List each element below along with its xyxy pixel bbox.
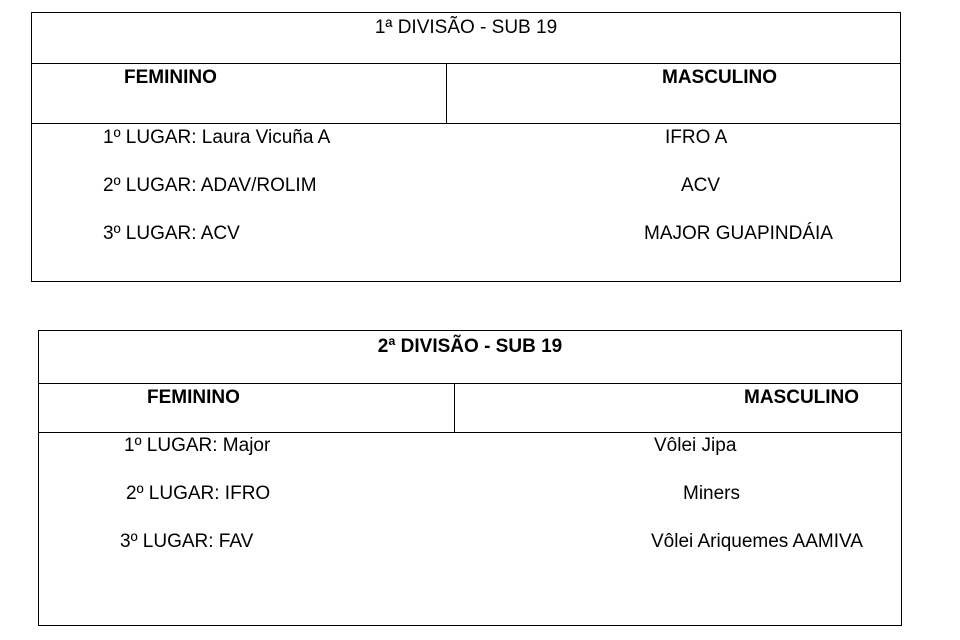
header-feminino: FEMININO (147, 387, 240, 408)
table-title: 2ª DIVISÃO - SUB 19 (377, 336, 563, 357)
table-divider (39, 383, 901, 384)
results-table-1 (31, 12, 901, 282)
column-divider (454, 383, 455, 432)
feminino-second-place: 2º LUGAR: IFRO (126, 483, 271, 504)
table-title: 1ª DIVISÃO - SUB 19 (374, 17, 558, 38)
header-masculino: MASCULINO (744, 387, 860, 408)
header-masculino: MASCULINO (662, 67, 778, 88)
masculino-third-place: MAJOR GUAPINDÁIA (644, 223, 833, 244)
feminino-first-place: 1º LUGAR: Laura Vicuña A (103, 127, 331, 148)
feminino-third-place: 3º LUGAR: FAV (120, 531, 254, 552)
header-feminino: FEMININO (124, 67, 217, 88)
feminino-first-place: 1º LUGAR: Major (124, 435, 271, 456)
masculino-second-place: Miners (683, 483, 741, 504)
masculino-first-place: Vôlei Jipa (654, 435, 737, 456)
feminino-third-place: 3º LUGAR: ACV (103, 223, 240, 244)
table-divider (32, 123, 900, 124)
masculino-first-place: IFRO A (665, 127, 728, 148)
table-divider (32, 63, 900, 64)
column-divider (446, 63, 447, 123)
masculino-third-place: Vôlei Ariquemes AAMIVA (651, 531, 863, 552)
feminino-second-place: 2º LUGAR: ADAV/ROLIM (103, 175, 317, 196)
results-table-2 (38, 330, 902, 626)
masculino-second-place: ACV (681, 175, 721, 196)
table-divider (39, 432, 901, 433)
